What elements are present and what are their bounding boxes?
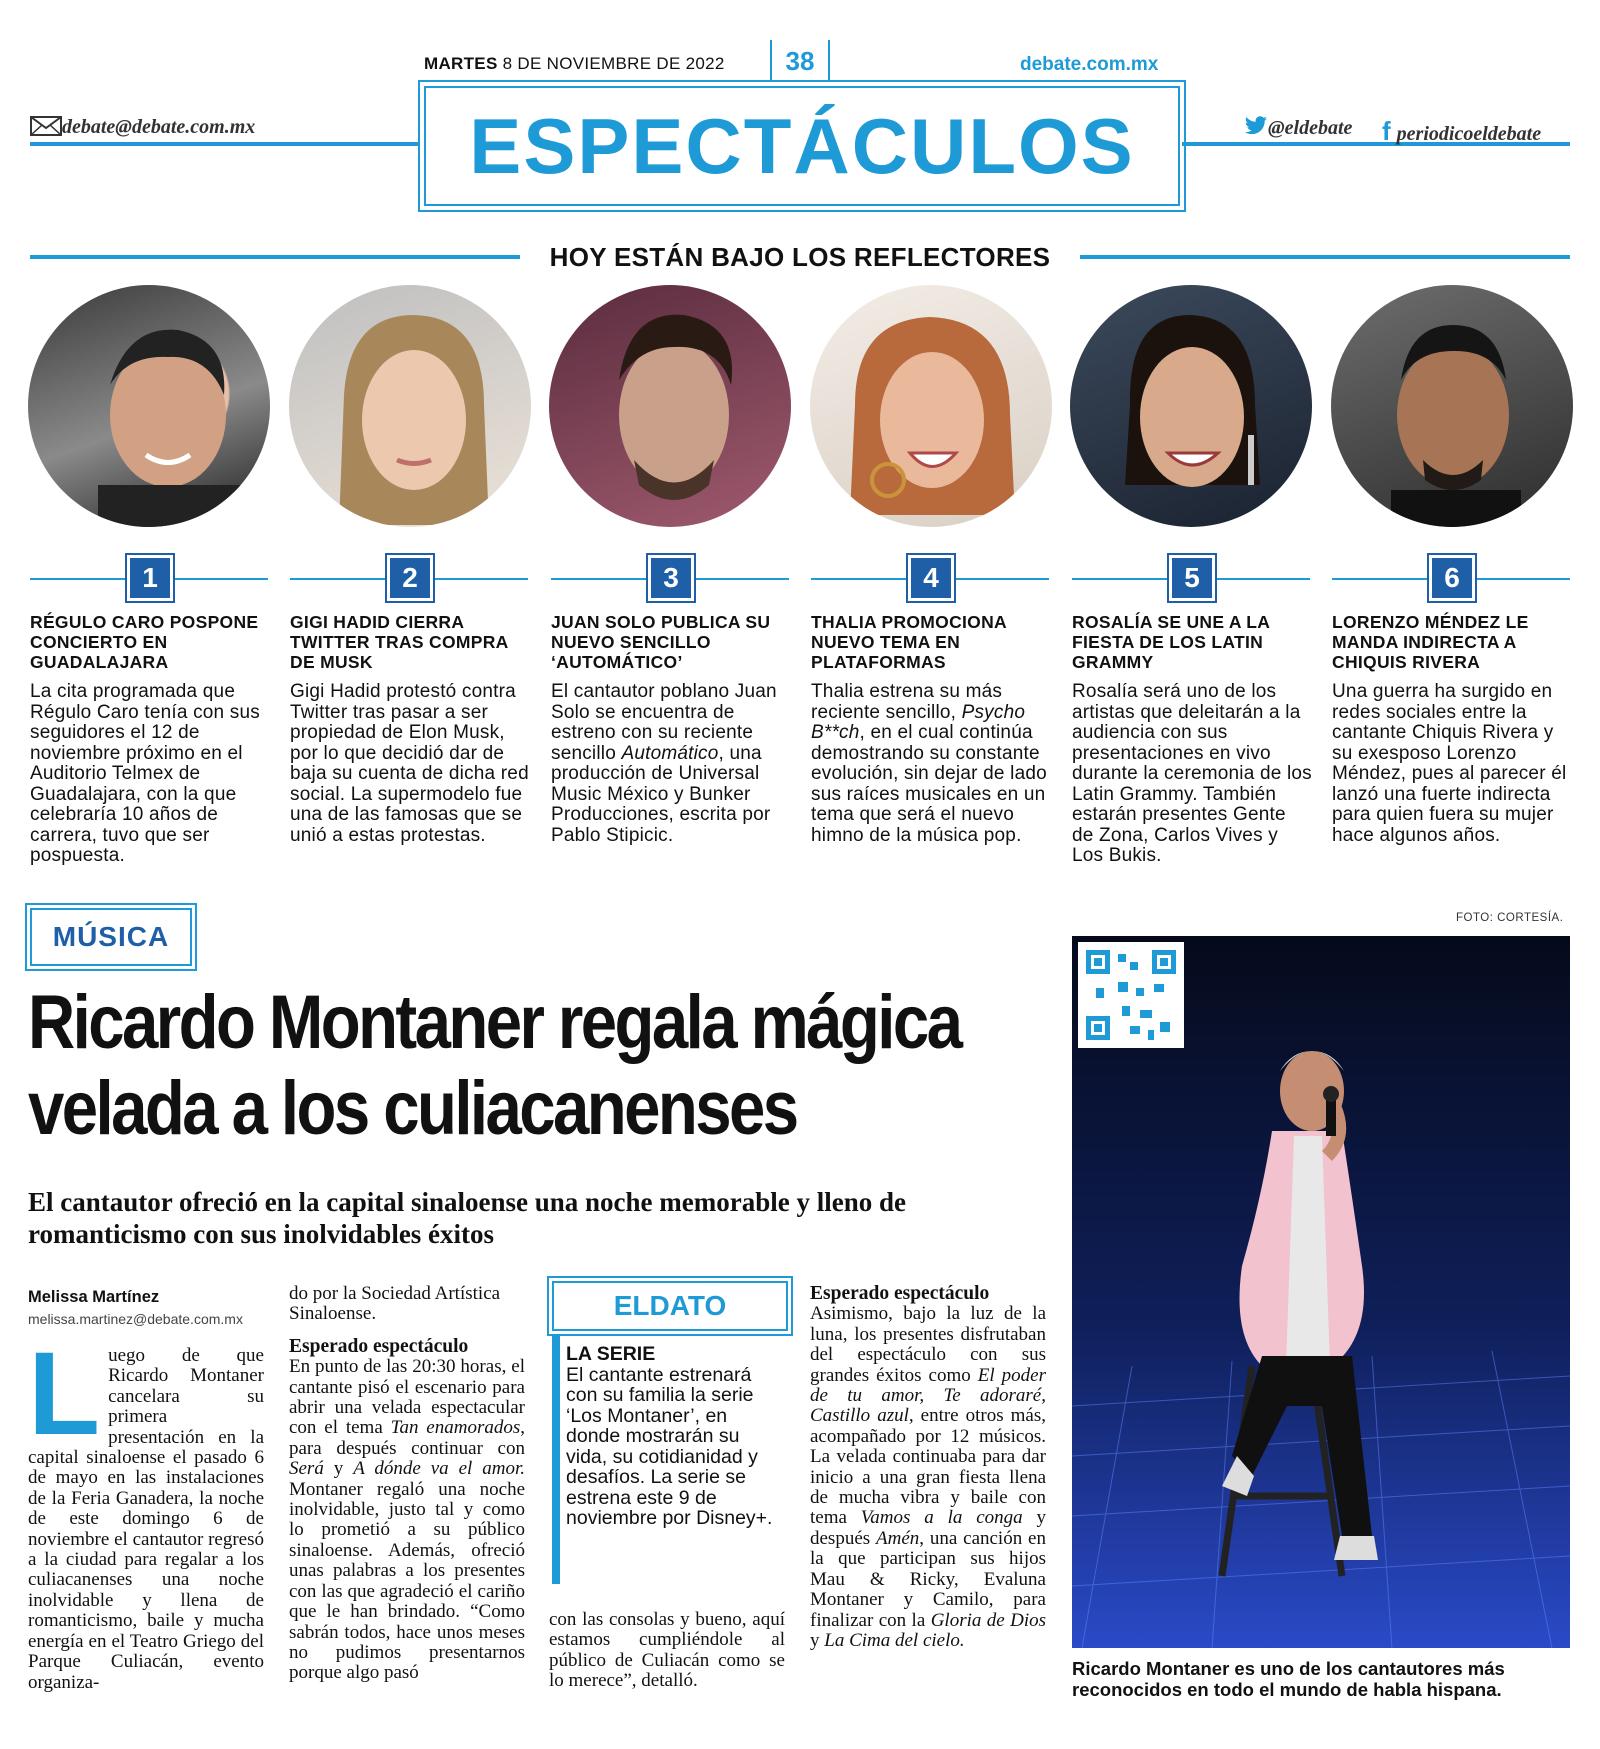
item-headline[interactable]: GIGI HADID CIERRA TWITTER TRAS COMPRA DE MUSK — [290, 612, 508, 672]
article-paragraph: con las consolas y bueno, aquí estamos cumpliéndole al público de Culiacán como se lo merece”, detalló. — [549, 1609, 785, 1692]
photo-rosalia — [1070, 285, 1312, 527]
el-dato-content — [566, 1344, 784, 1529]
item-number-badge: 4 — [911, 558, 951, 598]
article-subhead: Esperado espectáculo — [810, 1283, 990, 1304]
item-number-badge: 3 — [651, 558, 691, 598]
concert-illustration — [1072, 936, 1570, 1648]
article-column-2 — [289, 1284, 525, 1684]
article-title-line: Ricardo Montaner regala mágica — [28, 980, 961, 1065]
item-text-part: , una producción de Universal Music México y Bunker Producciones, escrita por Pablo Stipicic. — [551, 742, 771, 846]
twitter-handle[interactable] — [1244, 116, 1352, 140]
article-column-4 — [810, 1284, 1046, 1651]
item-text: Rosalía será uno de los artistas que deleitarán a la audiencia con sus presentaciones en vivo durante la ceremonia de los Latin Grammy. También estarán presentes Gente de Zona, Carlos Vives y Los Bukis. — [1072, 681, 1312, 866]
section-title: ESPECTÁCULOS — [469, 102, 1135, 190]
item-number-badge: 2 — [390, 558, 430, 598]
item-headline[interactable]: ROSALÍA SE UNE A LA FIESTA DE LOS LATIN GRAMMY — [1072, 612, 1270, 672]
author-email[interactable]: melissa.martinez@debate.com.mx — [28, 1311, 243, 1327]
photo-thalia — [810, 285, 1052, 527]
article-title — [28, 980, 1043, 1152]
concert-photo — [1072, 936, 1570, 1648]
item-text-part: , en el cual continúa demostrando su constante evolución, sin dejar de lado sus raíces musicales en un tema que será el nuevo himno de la música pop. — [811, 722, 1047, 846]
twitter-icon — [1244, 116, 1268, 136]
el-dato-label-b: DATO — [649, 1290, 727, 1321]
article-paragraph: do por la Sociedad Artística Sinaloense. — [289, 1283, 501, 1325]
category-tag[interactable]: MÚSICA — [30, 908, 192, 966]
section-banner — [424, 86, 1180, 206]
item-text-part: El cantautor poblano Juan Solo se encuentra de estreno con su reciente sencillo — [551, 681, 777, 764]
email-text: debate@debate.com.mx — [62, 116, 256, 138]
photo-credit: FOTO: CORTESÍA. — [1456, 912, 1564, 924]
facebook-icon: f — [1382, 116, 1391, 146]
article-column-1 — [28, 1328, 264, 1693]
article-title-line: velada a los culiacanenses — [28, 1066, 797, 1151]
el-dato-label-a: EL — [613, 1290, 650, 1321]
spotlight-title: HOY ESTÁN BAJO LOS REFLECTORES — [520, 242, 1080, 273]
photo-lorenzo-mendez — [1331, 285, 1573, 527]
article-subhead: Esperado espectáculo — [289, 1335, 469, 1357]
mail-icon — [30, 116, 62, 136]
el-dato-label — [552, 1281, 788, 1331]
issue-date — [424, 54, 725, 74]
photo-juan-solo — [549, 285, 791, 527]
issue-date-text: 8 DE NOVIEMBRE DE 2022 — [502, 54, 725, 73]
portrait-illustration — [289, 285, 531, 527]
email-contact[interactable] — [30, 116, 255, 139]
issue-day: MARTES — [424, 54, 498, 73]
item-text — [551, 682, 791, 846]
item-text: Una guerra ha surgido en redes sociales entre la cantante Chiquis Rivera y su exesposo Lorenzo Méndez, pues al parecer él lanzó una fuerte indirecta para quien fuera su mujer hace algunos años. — [1332, 681, 1567, 846]
article-subtitle: El cantautor ofreció en la capital sinaloense una noche memorable y lleno de romanticismo con sus inolvidables éxitos — [28, 1187, 906, 1249]
page-number: 38 — [770, 40, 830, 82]
author-name: Melissa Martínez — [28, 1288, 160, 1306]
portrait-illustration — [810, 285, 1052, 527]
article-paragraph: uego de que Ricardo Montaner cancelara su primera presentación en la capital sinaloense el pasado 6 de mayo en las instalaciones de la Feria Ganadera, la noche de este domingo 6 de noviembre el cantautor regresó a la ciudad para regalar a los culiacanenses una noche inolvidable y llena de romanticismo, baile y mucha energía en el Teatro Griego del Parque Culiacán, evento organiza- — [28, 1345, 264, 1693]
article-column-3 — [549, 1610, 785, 1692]
item-text-part: Thalia estrena su más reciente sencillo, — [811, 681, 1003, 723]
photo-caption: Ricardo Montaner es uno de los cantautores más reconocidos en todo el mundo de habla hispana. — [1072, 1658, 1505, 1700]
item-headline[interactable]: THALIA PROMOCIONA NUEVO TEMA EN PLATAFORMAS — [811, 612, 1007, 672]
portrait-illustration — [549, 285, 791, 527]
article-paragraph: Asimismo, bajo la luz de la luna, los presentes disfrutaban del espectáculo con sus grandes éxitos como El poder de tu amor, Te adoraré, Castillo azul, entre otros más, acompañado por 12 músicos. La velada continuaba para dar inicio a una gran fiesta llena de mucha vibra y baile con tema Vamos a la conga y después Amén, una canción en la que participan sus hijos Mau & Ricky, Evaluna Montaner y Camilo, para finalizar con la Gloria de Dios y La Cima del cielo. — [810, 1303, 1047, 1651]
twitter-text: @eldebate — [1268, 117, 1353, 139]
item-headline[interactable]: RÉGULO CARO POSPONE CONCIERTO EN GUADALAJARA — [30, 612, 259, 672]
header-rule-left — [30, 142, 420, 146]
article-paragraph: En punto de las 20:30 horas, el cantante pisó el escenario para abrir una velada espectacular con el tema Tan enamorados, para después continuar con Será y A dónde va el amor. Montaner regaló una noche inolvidable, justo tal y como lo prometió a su público sinaloense. Además, ofreció unas palabras a los presentes con las que agradeció el cariño que le han brindado. “Como sabrán todos, hace unos meses no pudimos presentarnos porque algo pasó — [289, 1356, 525, 1684]
item-number-badge: 5 — [1172, 558, 1212, 598]
facebook-handle[interactable] — [1382, 116, 1541, 147]
item-text — [811, 682, 1051, 846]
photo-regulo-caro — [28, 285, 270, 527]
portrait-illustration — [28, 285, 270, 527]
item-text: La cita programada que Régulo Caro tenía con sus seguidores el 12 de noviembre próximo en el Auditorio Telmex de Guadalajara, con la que celebraría 10 años de carrera, tuvo que ser pospuesta. — [30, 681, 260, 866]
el-dato-text: El cantante estrenará con su familia la serie ‘Los Montaner’, en donde mostrarán su vida, su cotidianidad y desafíos. La serie se estrena este 9 de noviembre por Disney+. — [566, 1363, 773, 1529]
item-headline[interactable]: LORENZO MÉNDEZ LE MANDA INDIRECTA A CHIQUIS RIVERA — [1332, 612, 1529, 672]
el-dato-title: LA SERIE — [566, 1343, 656, 1365]
portrait-illustration — [1070, 285, 1312, 527]
item-text-italic: Psycho B**ch — [811, 701, 1026, 743]
site-link[interactable]: debate.com.mx — [1020, 54, 1159, 75]
item-text-italic: Automático — [621, 742, 719, 764]
portrait-illustration — [1331, 285, 1573, 527]
photo-gigi-hadid — [289, 285, 531, 527]
facebook-text: periodicoeldebate — [1396, 123, 1542, 145]
item-number-badge: 6 — [1432, 558, 1472, 598]
el-dato-bar — [552, 1334, 560, 1584]
item-text: Gigi Hadid protestó contra Twitter tras pasar a ser propiedad de Elon Musk, por lo que decidió dar de baja su cuenta de dicha red social. La supermodelo fue una de las famosas que se unió a estas protestas. — [290, 681, 529, 846]
item-headline[interactable]: JUAN SOLO PUBLICA SU NUEVO SENCILLO ‘AUTOMÁTICO’ — [551, 612, 771, 672]
item-number-badge: 1 — [130, 558, 170, 598]
drop-cap: L — [28, 1328, 101, 1460]
